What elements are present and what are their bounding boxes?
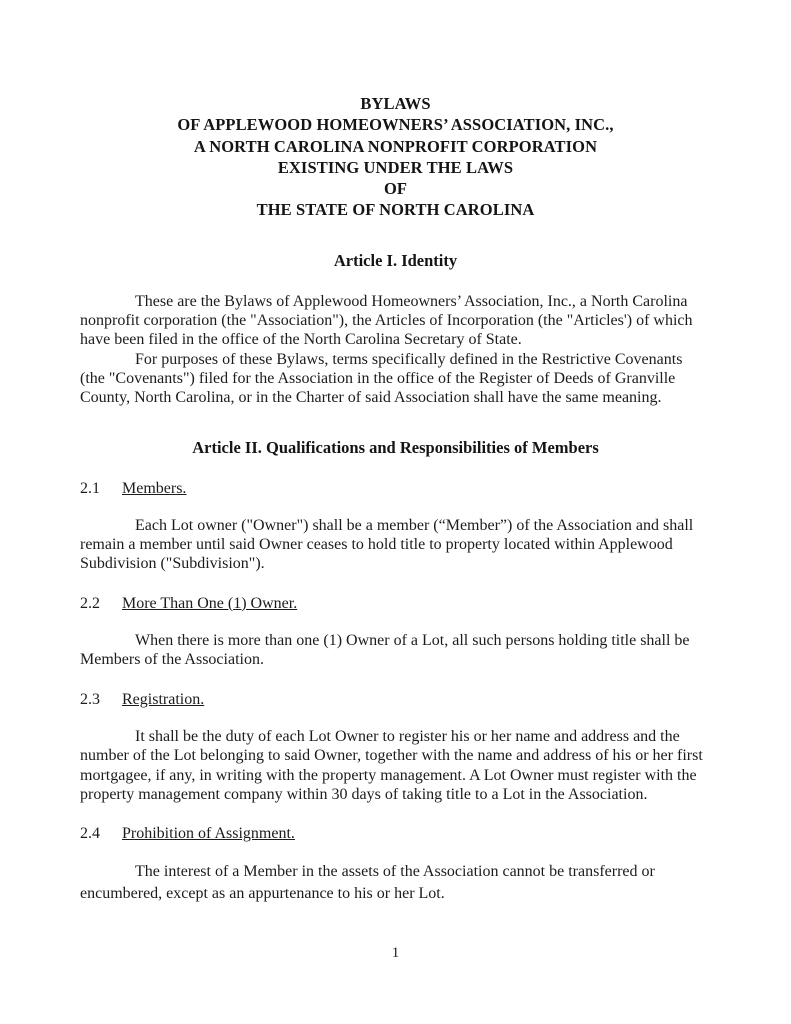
section-title: Prohibition of Assignment. [122, 825, 295, 843]
title-line-2: OF APPLEWOOD HOMEOWNERS’ ASSOCIATION, INC., [177, 115, 614, 135]
section-heading-2-2 [80, 594, 711, 613]
section-2-2-paragraph: When there is more than one (1) Owner of a Lot, all such persons holding title shall be Members of the Association. [80, 632, 690, 669]
title-line-6: THE STATE OF NORTH CAROLINA [256, 200, 535, 220]
title-line-5: OF [383, 179, 408, 199]
article-1-paragraph-1: These are the Bylaws of Applewood Homeowners’ Association, Inc., a North Carolina nonprofit corporation (the "Association"), the Articles of Incorporation (the "Articles') of which have been filed in the office of the North Carolina Secretary of State. [80, 292, 693, 349]
section-number: 2.3 [80, 690, 100, 708]
section-number: 2.2 [80, 594, 100, 612]
section-heading-2-1 [80, 479, 711, 498]
section-heading-2-3 [80, 690, 711, 709]
section-title: More Than One (1) Owner. [122, 594, 298, 612]
section-heading-2-4 [80, 824, 711, 843]
page-number: 1 [391, 945, 400, 961]
article-1-heading: Article I. Identity [333, 250, 458, 270]
document-title-block [80, 93, 711, 221]
section-2-3-paragraph: It shall be the duty of each Lot Owner to register his or her name and address and the number of the Lot belonging to said Owner, together with the name and address of his or her first mortgagee, if any, in writing with the property management. A Lot Owner must register with the property management company within 30 days of taking title to a Lot in the Association. [80, 727, 703, 803]
section-2-4-paragraph: The interest of a Member in the assets of the Association cannot be transferred or encumbered, except as an appurtenance to his or her Lot. [80, 863, 655, 903]
article-2-heading: Article II. Qualifications and Responsibilities of Members [192, 437, 599, 457]
section-title: Members. [122, 479, 187, 497]
section-number: 2.4 [80, 825, 100, 843]
section-2-1-paragraph: Each Lot owner ("Owner") shall be a member (“Member”) of the Association and shall remain a member until said Owner ceases to hold title to property located within Applewood Subdivision ("Subdivision"). [80, 516, 694, 573]
section-title: Registration. [122, 690, 205, 708]
title-line-1: BYLAWS [360, 94, 431, 113]
section-number: 2.1 [80, 479, 100, 497]
article-1-paragraph-2: For purposes of these Bylaws, terms specifically defined in the Restrictive Covenants (the "Covenants") filed for the Association in the office of the Register of Deeds of Granville County, North Carolina, or in the Charter of said Association shall have the same meaning. [80, 350, 683, 407]
title-line-4: EXISTING UNDER THE LAWS [277, 157, 514, 177]
title-line-3: A NORTH CAROLINA NONPROFIT CORPORATION [193, 136, 598, 156]
